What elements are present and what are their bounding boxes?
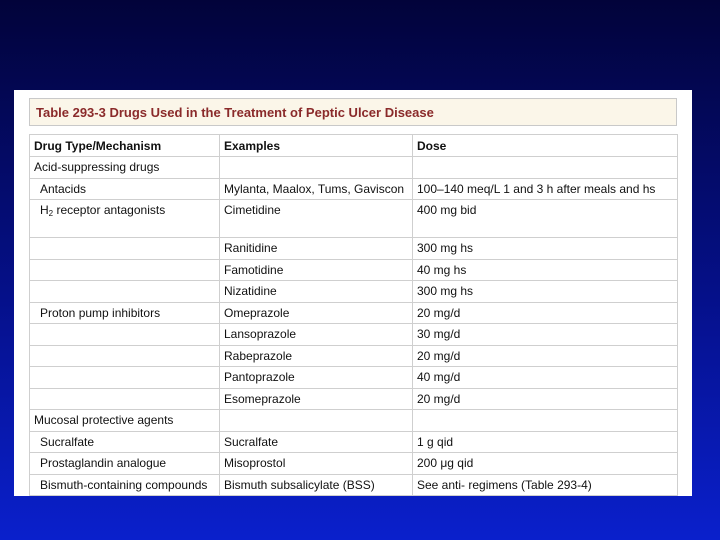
cell-dose: See anti- regimens (Table 293-4) bbox=[413, 474, 678, 496]
table-title: Table 293-3 Drugs Used in the Treatment of Peptic Ulcer Disease bbox=[29, 98, 677, 126]
type-text: H bbox=[40, 203, 49, 217]
table-panel bbox=[14, 90, 692, 496]
cell-type: Mucosal protective agents bbox=[30, 410, 220, 432]
table-row bbox=[30, 157, 678, 179]
cell-type: Sucralfate bbox=[30, 431, 220, 453]
cell-example: Misoprostol bbox=[220, 453, 413, 475]
table-row bbox=[30, 453, 678, 475]
cell-type bbox=[30, 259, 220, 281]
cell-example: Cimetidine bbox=[220, 200, 413, 238]
cell-type: Bismuth-containing compounds bbox=[30, 474, 220, 496]
column-header-examples: Examples bbox=[220, 135, 413, 157]
column-header-dose: Dose bbox=[413, 135, 678, 157]
table-row bbox=[30, 259, 678, 281]
cell-example: Rabeprazole bbox=[220, 345, 413, 367]
cell-dose: 200 μg qid bbox=[413, 453, 678, 475]
cell-type bbox=[30, 324, 220, 346]
cell-dose: 40 mg/d bbox=[413, 367, 678, 389]
table-row bbox=[30, 178, 678, 200]
cell-example: Ranitidine bbox=[220, 238, 413, 260]
cell-type: Proton pump inhibitors bbox=[30, 302, 220, 324]
cell-type bbox=[30, 345, 220, 367]
cell-example: Esomeprazole bbox=[220, 388, 413, 410]
cell-dose bbox=[413, 410, 678, 432]
column-header-type: Drug Type/Mechanism bbox=[30, 135, 220, 157]
cell-example: Omeprazole bbox=[220, 302, 413, 324]
header-row bbox=[30, 135, 678, 157]
cell-example: Lansoprazole bbox=[220, 324, 413, 346]
cell-example: Nizatidine bbox=[220, 281, 413, 303]
cell-example bbox=[220, 410, 413, 432]
table-row bbox=[30, 474, 678, 496]
cell-type bbox=[30, 200, 220, 238]
type-text-rest: receptor antagonists bbox=[53, 203, 166, 217]
subscript-2: 2 bbox=[48, 209, 54, 218]
cell-dose: 20 mg/d bbox=[413, 302, 678, 324]
table-row bbox=[30, 410, 678, 432]
cell-example: Mylanta, Maalox, Tums, Gaviscon bbox=[220, 178, 413, 200]
cell-dose: 20 mg/d bbox=[413, 388, 678, 410]
cell-example: Sucralfate bbox=[220, 431, 413, 453]
table-row bbox=[30, 431, 678, 453]
cell-type bbox=[30, 238, 220, 260]
cell-dose: 300 mg hs bbox=[413, 281, 678, 303]
table-row bbox=[30, 388, 678, 410]
cell-type: Antacids bbox=[30, 178, 220, 200]
table-row bbox=[30, 345, 678, 367]
cell-type: Acid-suppressing drugs bbox=[30, 157, 220, 179]
cell-example: Bismuth subsalicylate (BSS) bbox=[220, 474, 413, 496]
cell-example: Pantoprazole bbox=[220, 367, 413, 389]
cell-type: Prostaglandin analogue bbox=[30, 453, 220, 475]
cell-dose bbox=[413, 157, 678, 179]
cell-dose: 20 mg/d bbox=[413, 345, 678, 367]
cell-type bbox=[30, 388, 220, 410]
cell-dose: 30 mg/d bbox=[413, 324, 678, 346]
table-row bbox=[30, 367, 678, 389]
cell-dose: 1 g qid bbox=[413, 431, 678, 453]
cell-dose: 400 mg bid bbox=[413, 200, 678, 238]
cell-dose: 300 mg hs bbox=[413, 238, 678, 260]
table-row bbox=[30, 324, 678, 346]
table-row bbox=[30, 200, 678, 238]
cell-type bbox=[30, 367, 220, 389]
cell-type bbox=[30, 281, 220, 303]
drug-table bbox=[29, 134, 678, 496]
cell-example bbox=[220, 157, 413, 179]
table-row bbox=[30, 302, 678, 324]
cell-dose: 40 mg hs bbox=[413, 259, 678, 281]
cell-example: Famotidine bbox=[220, 259, 413, 281]
cell-dose: 100–140 meq/L 1 and 3 h after meals and hs bbox=[413, 178, 678, 200]
table-row bbox=[30, 238, 678, 260]
table-row bbox=[30, 281, 678, 303]
